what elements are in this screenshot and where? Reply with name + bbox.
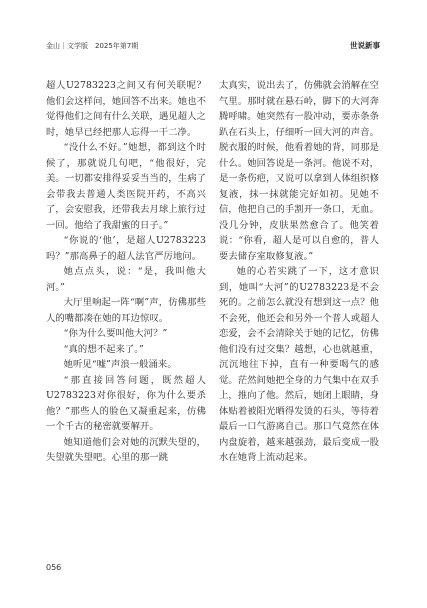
- paragraph: “没什么不好。”她想，都到这个时候了，那就说几句吧，“他很好，完美。一切都安排得妥妥当当的，生病了会带我去普通人类医院开药，不高兴了，会安慰我，还带我去月球上旅行过一回。他给了我甜蜜的日子。”: [46, 142, 206, 231]
- paragraph: 她的心若实跳了一下，这才意识到，她叫“大河”的U2783223是不会死的。之前怎么就没有想到这一点？他不会死，他还会和另外一个普人或超人恋爱，会不会清除关于她的记忆，仿佛他们没有过交集？越想，心也就越重，沉沉地往下掉，直有一种要喝气的感觉。茫然间她把全身的力气集中在双手上，推向了他。然后，她闭上眼睛，身体贴着被阳光晒得发烫的石头，等待着最后一口气游离自己。那口气竟然在体内盘旋着，越来越强劲，最后变成一股水在她背上流动起来。: [219, 266, 379, 463]
- paragraph: 太真实，说出去了，仿佛就会消解在空气里。那时就在悬石岭，脚下的大河奔腾呼啸。她突然有一股冲动，要赤条条趴在石头上，仔细听一回大河的声音。脱衣服的时候，他看着她的背，同那是什么。她回答说是一条河。他说不对，是一条伤疤，又说可以拿到人体组织修复液，抹一抹就能完好如初。见她不信，他把自己的手割开一条口，无血。没几分钟，皮肤果然愈合了。他笑着说：“你看，超人是可以自愈的，普人要去储存室取修复液。”: [219, 80, 379, 262]
- paragraph: “你说的‘他’，是超人U2783223吗？”那高鼻子的超人法官严厉地问。: [46, 235, 206, 262]
- paragraph: 她知道他们会对她的沉默失望的，失望就失望吧。心里的那一跳: [46, 436, 206, 463]
- section-title: 世说新事: [350, 41, 380, 50]
- paragraph: 她听见“嘘”声浪一般涌来。: [63, 359, 177, 370]
- paragraph: “那直接回答问题，既然超人U2783223对你很好，你为什么要杀他？”那些人的脸色又凝重起来，仿佛一个千古的秘密就要解开。: [46, 374, 206, 432]
- right-text-column: [219, 78, 379, 466]
- page-number: 056: [46, 563, 62, 572]
- paragraph: 她点点头，说：“是，我叫他大河。”: [46, 266, 206, 293]
- paragraph: “你为什么要叫他大河？”: [63, 328, 168, 339]
- paragraph: 大厅里响起一阵“啊”声，仿佛那些人的嘴都凑在她的耳边惊叹。: [46, 297, 206, 324]
- paragraph: 超人U2783223之间又有何关联呢？他们会这样问，她回答不出来。她也不觉得他们之间有什么关联，遇见超人之时，她早已经把那人忘得一干二净。: [46, 80, 206, 138]
- paragraph: “真的想不起来了。”: [63, 343, 144, 355]
- journal-header: 金山｜文学版 2025年第7期: [46, 42, 139, 50]
- left-text-column: [46, 78, 206, 466]
